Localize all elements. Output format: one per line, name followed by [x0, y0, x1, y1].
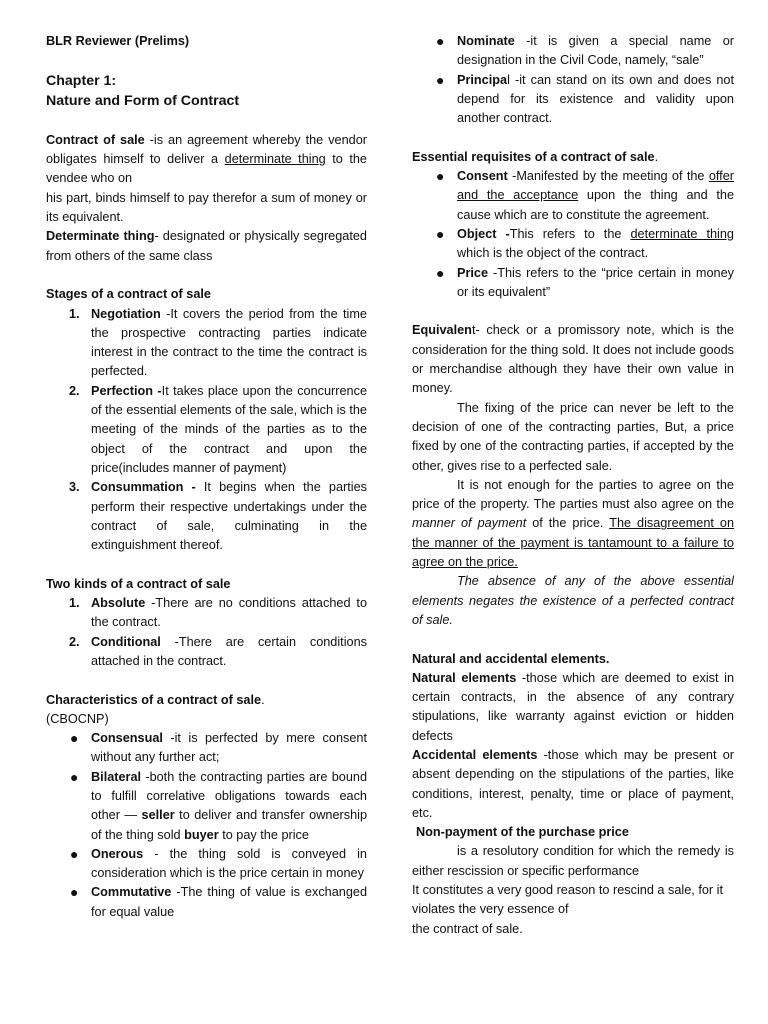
bullet-icon: ●: [70, 884, 79, 901]
characteristics-heading: Characteristics of a contract of sale.: [46, 692, 265, 707]
bullet-icon: ●: [70, 768, 79, 785]
fixing-price-paragraph: The fixing of the price can never be left to the decision of one of the contracting parties, But, a price fixed by one of the contracting parties, if accepted by the other, gives rise to a perfected sale.: [412, 400, 734, 473]
elements-heading: Natural and accidental elements.: [412, 651, 610, 666]
characteristics-acronym: (CBOCNP): [46, 711, 109, 726]
list-item: ● Principal -it can stand on its own and does not depend for its existence and validity upon another contract.: [436, 71, 734, 126]
kinds-list: [46, 594, 367, 671]
kinds-heading: Two kinds of a contract of sale: [46, 576, 231, 591]
list-item: ● Consent -Manifested by the meeting of the offer and the acceptance upon the thing and the cause which are to constitute the agreement.: [436, 168, 735, 222]
contract-of-sale-definition-cont: his part, binds himself to pay therefor a sum of money or its equivalent.: [46, 190, 367, 225]
stages-heading: Stages of a contract of sale: [46, 287, 211, 302]
bullet-icon: ●: [436, 71, 445, 88]
absence-paragraph: The absence of any of the above essential elements negates the existence of a perfected contract of sale.: [412, 574, 734, 627]
chapter-number: Chapter 1:: [46, 72, 117, 89]
list-item: 2. Conditional -There are certain conditions attached in the contract.: [69, 634, 367, 668]
list-item: 3. Consummation - It begins when the parties perform their respective undertakings under the contract of sale, culminating in the extinguishment thereof.: [69, 480, 367, 553]
bullet-icon: ●: [70, 845, 79, 862]
characteristics-list: [46, 729, 367, 922]
manner-of-payment-paragraph: It is not enough for the parties to agree on the price of the property. The parties must also agree on the manner of payment of the price. The disagreement on the manner of the payment is tantamount to a failure to agree on the price.: [412, 477, 735, 570]
list-item: 1. Negotiation -It covers the period from the time the prospective contracting parties indicate interest in the contract to the time the contract is perfected.: [69, 306, 367, 379]
document-title: BLR Reviewer (Prelims): [46, 34, 190, 48]
left-column: [46, 32, 367, 922]
bullet-icon: ●: [436, 264, 445, 281]
list-item: ● Commutative -The thing of value is exchanged for equal value: [70, 884, 367, 919]
accidental-elements-definition: Accidental elements -those which may be present or absent depending on the stipulations of the parties, like conditions, interest, penalty, time or place of payment, etc.: [412, 747, 734, 820]
requisites-heading: Essential requisites of a contract of sale.: [412, 149, 659, 164]
characteristics-list-cont: [412, 32, 734, 128]
list-item: 1. Absolute -There are no conditions attached to the contract.: [69, 596, 367, 630]
bullet-icon: ●: [436, 168, 445, 185]
list-item: ● Price -This refers to the “price certain in money or its equivalent”: [436, 264, 734, 299]
list-item: ● Nominate -it is given a special name or designation in the Civil Code, namely, “sale”: [436, 33, 734, 68]
natural-elements-definition: Natural elements -those which are deemed to exist in certain contracts, in the absence of any contrary stipulations, like warranty against eviction or hidden defects: [412, 670, 734, 743]
requisites-list: [412, 167, 734, 302]
chapter-title: Nature and Form of Contract: [46, 93, 240, 110]
nonpayment-text: is a resolutory condition for which the remedy is either rescission or specific performance: [412, 844, 734, 878]
bullet-icon: ●: [70, 730, 79, 747]
bullet-icon: ●: [436, 33, 445, 49]
list-item: ● Consensual -it is perfected by mere consent without any further act;: [70, 730, 367, 765]
list-item: ● Onerous - the thing sold is conveyed in consideration which is the price certain in money: [70, 845, 367, 881]
list-item: ● Bilateral -both the contracting parties are bound to fulfill correlative obligations towards each other — seller to deliver and transfer ownership of the thing sold buyer to pay the price: [70, 768, 368, 842]
nonpayment-text-cont: It constitutes a very good reason to rescind a sale, for it violates the very essence of: [412, 883, 724, 917]
list-item: 2. Perfection -It takes place upon the concurrence of the essential elements of the sale, which is the meeting of the minds of the parties as to the object of the contract and upon the price(includes manner of payment): [69, 383, 368, 475]
nonpayment-heading: Non-payment of the purchase price: [416, 825, 629, 840]
right-column: [412, 32, 734, 939]
determinate-thing-definition: Determinate thing- designated or physically segregated from others of the same class: [46, 229, 367, 263]
nonpayment-text-end: the contract of sale.: [412, 921, 523, 936]
bullet-icon: ●: [436, 225, 445, 242]
list-item: ● Object -This refers to the determinate thing which is the object of the contract.: [436, 225, 734, 261]
contract-of-sale-definition: Contract of sale -is an agreement whereby the vendor obligates himself to deliver a determinate thing to the vendee who on: [46, 132, 367, 186]
stages-list: [46, 305, 367, 556]
equivalent-definition: Equivalent- check or a promissory note, which is the consideration for the thing sold. It does not include goods or merchandise although they have their own value in money.: [412, 323, 734, 396]
